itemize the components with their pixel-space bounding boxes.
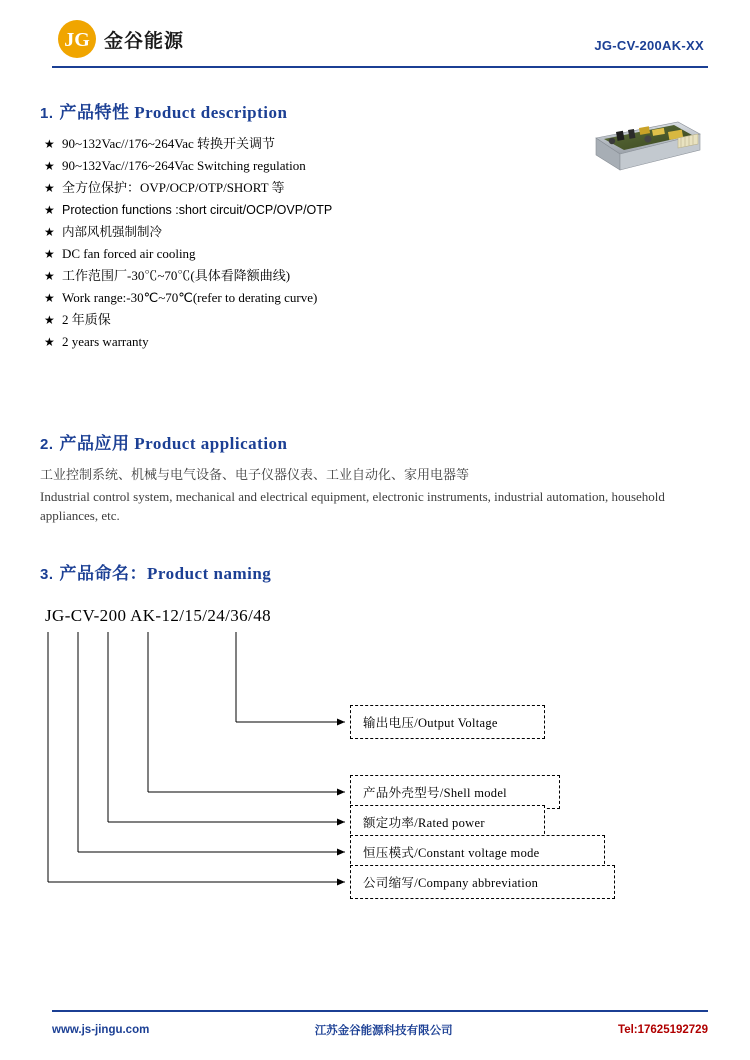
section-3-heading: 产品命名：Product naming — [59, 564, 272, 583]
footer-website[interactable]: www.js-jingu.com — [52, 1024, 150, 1036]
section-product-naming — [40, 559, 710, 926]
application-text-cn: 工业控制系统、机械与电气设备、电子仪器仪表、工业自动化、家用电器等 — [40, 467, 470, 482]
feature-text: 工作范围厂-30℃~70℃(具体看降额曲线) — [62, 268, 291, 283]
section-1-number: 1. — [40, 105, 54, 122]
feature-text: 2 年质保 — [62, 312, 111, 327]
section-2-title — [40, 429, 710, 454]
feature-text: 2 years warranty — [62, 334, 149, 349]
application-text-en: Industrial control system, mechanical and electrical equipment, electronic instruments, industrial automation, household appliances, etc. — [40, 489, 665, 523]
callout-shell-model: 产品外壳型号/Shell model — [350, 775, 560, 809]
feature-text: 90~132Vac//176~264Vac Switching regulation — [62, 158, 306, 173]
footer-divider — [52, 1010, 708, 1012]
feature-text: 内部风机强制制冷 — [62, 225, 163, 239]
list-item — [40, 333, 710, 351]
page-footer — [52, 1022, 708, 1038]
logo-text: 金谷能源 — [104, 30, 185, 52]
star-icon: ★ — [44, 225, 55, 239]
star-icon: ★ — [44, 181, 55, 195]
feature-text: Protection functions :short circuit/OCP/OVP/OTP — [62, 203, 333, 217]
feature-text: 全方位保护：OVP/OCP/OTP/SHORT 等 — [62, 180, 285, 195]
list-item — [40, 267, 710, 285]
feature-text: Work range:-30℃~70℃(refer to derating curve) — [62, 290, 318, 305]
star-icon: ★ — [44, 159, 55, 173]
footer-telephone: Tel:17625192729 — [618, 1024, 708, 1036]
star-icon: ★ — [44, 269, 55, 283]
page-header — [40, 0, 710, 72]
footer-company: 江苏金谷能源科技有限公司 — [314, 1025, 453, 1037]
callout-output-voltage: 输出电压/Output Voltage — [350, 705, 545, 739]
list-item — [40, 311, 710, 329]
callout-rated-power: 额定功率/Rated power — [350, 805, 545, 839]
section-product-application — [40, 429, 710, 525]
star-icon: ★ — [44, 137, 55, 151]
jg-circle-logo-icon — [58, 20, 96, 58]
section-product-description — [40, 98, 710, 351]
feature-text: 90~132Vac//176~264Vac 转换开关调节 — [62, 136, 276, 151]
section-3-title — [40, 559, 710, 584]
star-icon: ★ — [44, 313, 55, 327]
svg-text:JG: JG — [64, 29, 90, 51]
star-icon: ★ — [44, 335, 55, 349]
section-3-number: 3. — [40, 566, 54, 583]
naming-diagram — [40, 606, 710, 926]
section-1-heading: 产品特性 Product description — [59, 103, 288, 122]
company-logo — [58, 20, 184, 58]
header-divider — [52, 66, 708, 68]
list-item — [40, 223, 710, 241]
model-code: JG-CV-200AK-XX — [594, 38, 704, 53]
callout-constant-voltage-mode: 恒压模式/Constant voltage mode — [350, 835, 605, 869]
list-item — [40, 289, 710, 307]
callout-company-abbreviation: 公司缩写/Company abbreviation — [350, 865, 615, 899]
naming-code: JG-CV-200 AK-12/15/24/36/48 — [45, 606, 271, 625]
section-2-number: 2. — [40, 436, 54, 453]
section-2-heading: 产品应用 Product application — [59, 434, 288, 453]
star-icon: ★ — [44, 203, 55, 217]
feature-text: DC fan forced air cooling — [62, 246, 196, 261]
list-item — [40, 201, 710, 219]
star-icon: ★ — [44, 247, 55, 261]
star-icon: ★ — [44, 291, 55, 305]
list-item — [40, 245, 710, 263]
product-photo — [582, 108, 702, 186]
